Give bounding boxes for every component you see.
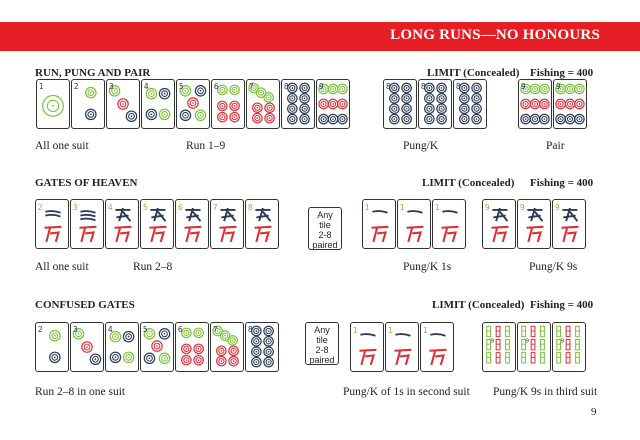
any-tile-text: tile [319, 220, 331, 230]
dot-icon [228, 336, 237, 345]
dot-icon [530, 114, 539, 123]
dot-icon [565, 99, 574, 108]
tile-dots-4 [141, 79, 175, 129]
dot-icon [540, 84, 549, 93]
svg-text:5: 5 [142, 202, 148, 212]
dot-icon [460, 104, 469, 113]
tile-dots-8 [453, 79, 487, 129]
tile-face-icon [141, 200, 173, 248]
dot-icon [264, 347, 273, 356]
any-tile-text: paired [309, 355, 335, 365]
svg-text:1: 1 [352, 325, 358, 335]
tile-dots-5 [176, 79, 210, 129]
tile-dots-1 [36, 79, 70, 129]
caption: All one suit [35, 261, 89, 273]
dot-icon [252, 347, 261, 356]
dot-icon [264, 337, 273, 346]
dot-icon [230, 101, 239, 110]
svg-text:1: 1 [387, 325, 393, 335]
svg-text:9: 9 [519, 202, 525, 212]
dot-icon [86, 88, 96, 98]
tile-face-icon [36, 323, 68, 371]
dot-icon [218, 101, 227, 110]
dot-icon [565, 84, 574, 93]
tile-face-icon [141, 323, 173, 371]
tile-chars-6 [175, 199, 209, 249]
tile-face-icon [72, 80, 104, 128]
dot-icon [159, 109, 169, 119]
tile-dots-2 [35, 322, 69, 372]
dot-icon [50, 352, 60, 362]
svg-text:9: 9 [484, 202, 490, 212]
tile-row [482, 199, 586, 249]
dot-icon [338, 99, 347, 108]
svg-text:1: 1 [38, 81, 44, 91]
dot-icon [437, 94, 446, 103]
tile-chars-9 [552, 199, 586, 249]
dot-icon [540, 114, 549, 123]
svg-text:9: 9 [490, 338, 495, 345]
svg-text:8: 8 [420, 81, 426, 91]
dot-icon [123, 331, 133, 341]
tile-face-icon [107, 80, 139, 128]
tile-face-icon [176, 323, 208, 371]
tile-chars-8 [245, 199, 279, 249]
tile-bamboo-9 [552, 322, 586, 372]
tile-face-icon [177, 80, 209, 128]
tile-chars-1 [350, 322, 384, 372]
dot-icon [390, 104, 399, 113]
dot-icon [402, 83, 411, 92]
any-tile-text: Any [317, 210, 333, 220]
tile-face-icon [483, 200, 515, 248]
tile-face-icon [363, 200, 395, 248]
tile-dots-2 [71, 79, 105, 129]
dot-icon [288, 94, 297, 103]
tile-chars-1 [397, 199, 431, 249]
svg-text:5: 5 [142, 324, 148, 334]
dot-icon [319, 99, 328, 108]
tile-face-icon [454, 80, 486, 128]
tile-dots-7 [246, 79, 280, 129]
section-title: RUN, PUNG AND PAIR [35, 67, 151, 79]
dot-icon [229, 346, 238, 355]
dot-icon [50, 331, 60, 341]
svg-text:7: 7 [212, 202, 218, 212]
dot-icon [86, 109, 96, 119]
dot-icon [152, 341, 162, 351]
tile-face-icon [37, 80, 69, 128]
dot-icon [253, 113, 262, 122]
limit-label: LIMIT (Concealed) [422, 177, 515, 189]
caption: Pung/K 1s [403, 261, 452, 273]
svg-text:2: 2 [73, 81, 79, 91]
tile-face-icon [142, 80, 174, 128]
dot-icon [43, 96, 64, 117]
dot-icon [126, 111, 136, 121]
fishing-label: Fishing = 400 [530, 299, 594, 311]
svg-text:8: 8 [455, 81, 461, 91]
tile-chars-1 [420, 322, 454, 372]
tile-face-icon [317, 80, 349, 128]
dot-icon [521, 99, 530, 108]
dot-icon [180, 110, 190, 120]
tile-face-icon [386, 323, 418, 371]
dot-icon [264, 357, 273, 366]
tile-face-icon [211, 200, 243, 248]
dot-icon [472, 104, 481, 113]
tile-dots-9 [553, 79, 587, 129]
dot-icon [182, 344, 191, 353]
any-tile-text: tile [316, 335, 328, 345]
any-tile-text: Any [314, 325, 330, 335]
dot-icon [229, 356, 238, 365]
dot-icon [402, 104, 411, 113]
tile-face-icon [421, 323, 453, 371]
fishing-label: Fishing = 400 [530, 177, 594, 189]
tile-face-icon [212, 80, 244, 128]
tile-face-icon [419, 80, 451, 128]
tile-dots-8 [281, 79, 315, 129]
svg-text:7: 7 [248, 81, 254, 91]
svg-text:1: 1 [434, 202, 440, 212]
any-tile-text: 2-8 [318, 230, 332, 240]
tile-chars-5 [140, 199, 174, 249]
dot-icon [328, 84, 337, 93]
tile-face-icon [106, 323, 138, 371]
dot-icon [253, 103, 262, 112]
tile-row [518, 79, 587, 129]
tile-face-icon [351, 323, 383, 371]
dot-icon [300, 94, 309, 103]
fishing-label: Fishing = 400 [530, 67, 594, 79]
svg-text:7: 7 [212, 324, 218, 334]
dot-icon [252, 326, 261, 335]
section-title: GATES OF HEAVEN [35, 177, 138, 189]
dot-icon [425, 83, 434, 92]
dot-icon [82, 342, 92, 352]
tile-bamboo-9 [482, 322, 516, 372]
dot-icon [530, 84, 539, 93]
tile-face-icon [247, 80, 279, 128]
svg-text:8: 8 [385, 81, 391, 91]
tile-dots-7 [210, 322, 244, 372]
caption: Pung/K [403, 140, 439, 152]
dot-icon [575, 99, 584, 108]
dot-icon [159, 353, 169, 363]
svg-text:9: 9 [525, 338, 530, 345]
dot-icon [159, 329, 169, 339]
tile-chars-7 [210, 199, 244, 249]
tile-chars-9 [482, 199, 516, 249]
header-banner [0, 22, 640, 51]
svg-text:3: 3 [72, 324, 78, 334]
dot-icon [182, 328, 191, 337]
tile-face-icon [554, 80, 586, 128]
tile-face-icon [518, 323, 550, 371]
dot-icon [144, 353, 154, 363]
dot-icon [252, 337, 261, 346]
svg-text:5: 5 [178, 81, 184, 91]
dot-icon [575, 114, 584, 123]
svg-text:9: 9 [560, 338, 565, 345]
dot-icon [218, 112, 227, 121]
dot-icon [265, 103, 274, 112]
svg-text:4: 4 [143, 81, 149, 91]
tile-row [350, 322, 454, 372]
tile-chars-9 [517, 199, 551, 249]
tile-chars-1 [432, 199, 466, 249]
section-title: CONFUSED GATES [35, 299, 135, 311]
dot-icon [300, 83, 309, 92]
tile-chars-1 [362, 199, 396, 249]
dot-icon [328, 114, 337, 123]
tile-dots-3 [70, 322, 104, 372]
tile-dots-8 [383, 79, 417, 129]
tile-row [383, 79, 487, 129]
svg-text:8: 8 [247, 324, 253, 334]
dot-icon [575, 84, 584, 93]
dot-icon [437, 83, 446, 92]
tile-face-icon [518, 200, 550, 248]
tile-chars-2 [35, 199, 69, 249]
tile-dots-5 [140, 322, 174, 372]
tile-face-icon [519, 80, 551, 128]
tile-face-icon [282, 80, 314, 128]
caption: Pair [546, 140, 565, 152]
svg-text:6: 6 [177, 202, 183, 212]
dot-icon [188, 98, 198, 108]
caption: Run 2–8 in one suit [35, 386, 126, 398]
dot-icon [195, 86, 205, 96]
tile-face-icon [176, 200, 208, 248]
svg-text:9: 9 [554, 202, 560, 212]
dot-icon [460, 114, 469, 123]
dot-icon [390, 83, 399, 92]
tile-dots-3 [106, 79, 140, 129]
caption: All one suit [35, 140, 89, 152]
dot-icon [540, 99, 549, 108]
tile-face-icon [246, 200, 278, 248]
svg-text:8: 8 [247, 202, 253, 212]
any-tile-box [305, 322, 339, 365]
page-title: LONG RUNS—NO HONOURS [390, 27, 600, 43]
tile-face-icon [36, 200, 68, 248]
dot-icon [182, 355, 191, 364]
svg-text:6: 6 [177, 324, 183, 334]
dot-icon [265, 113, 274, 122]
dot-icon [194, 328, 203, 337]
dot-icon [264, 93, 273, 102]
tile-dots-9 [316, 79, 350, 129]
dot-icon [390, 94, 399, 103]
dot-icon [264, 326, 273, 335]
svg-text:1: 1 [422, 325, 428, 335]
svg-text:4: 4 [107, 324, 113, 334]
tile-chars-3 [70, 199, 104, 249]
caption: Pung/K of 1s in second suit [343, 386, 470, 398]
tile-chars-1 [385, 322, 419, 372]
dot-icon [288, 114, 297, 123]
dot-icon [110, 352, 120, 362]
svg-text:9: 9 [520, 81, 526, 91]
tile-dots-4 [105, 322, 139, 372]
dot-icon [338, 84, 347, 93]
tile-face-icon [553, 323, 585, 371]
dot-icon [425, 114, 434, 123]
tile-face-icon [211, 323, 243, 371]
tile-row [362, 199, 466, 249]
tile-face-icon [71, 200, 103, 248]
tile-face-icon [106, 200, 138, 248]
tile-row [36, 79, 350, 129]
any-tile-text: paired [312, 240, 338, 250]
dot-icon [319, 114, 328, 123]
dot-icon [194, 344, 203, 353]
tile-row [35, 322, 279, 372]
limit-label: LIMIT (Concealed) [427, 67, 520, 79]
dot-icon [402, 114, 411, 123]
dot-icon [90, 354, 100, 364]
dot-icon [218, 85, 227, 94]
caption: Pung/K 9s [529, 261, 578, 273]
dot-icon [194, 355, 203, 364]
dot-icon [230, 112, 239, 121]
dot-icon [195, 110, 205, 120]
dot-icon [556, 99, 565, 108]
dot-icon [118, 99, 128, 109]
dot-icon [252, 357, 261, 366]
tile-dots-6 [175, 322, 209, 372]
dot-icon [530, 99, 539, 108]
any-tile-box [308, 207, 342, 250]
any-tile-text: 2-8 [315, 345, 329, 355]
dot-icon [300, 104, 309, 113]
limit-label: LIMIT (Concealed) [432, 299, 525, 311]
page-number: 9 [591, 406, 597, 418]
dot-icon [472, 114, 481, 123]
dot-icon [472, 94, 481, 103]
svg-text:8: 8 [283, 81, 289, 91]
tile-face-icon [553, 200, 585, 248]
dot-icon [217, 346, 226, 355]
dot-icon [556, 114, 565, 123]
tile-dots-6 [211, 79, 245, 129]
dot-icon [425, 94, 434, 103]
svg-text:9: 9 [318, 81, 324, 91]
tile-face-icon [246, 323, 278, 371]
dot-icon [437, 104, 446, 113]
dot-icon [123, 352, 133, 362]
dot-icon [390, 114, 399, 123]
tile-dots-8 [245, 322, 279, 372]
svg-text:9: 9 [555, 81, 561, 91]
dot-icon [288, 104, 297, 113]
tile-face-icon [398, 200, 430, 248]
dot-icon [288, 83, 297, 92]
dot-icon [300, 114, 309, 123]
tile-face-icon [384, 80, 416, 128]
dot-icon [425, 104, 434, 113]
svg-text:1: 1 [364, 202, 370, 212]
svg-text:1: 1 [399, 202, 405, 212]
dot-icon [338, 114, 347, 123]
tile-row [482, 322, 586, 372]
tile-face-icon [71, 323, 103, 371]
dot-icon [402, 94, 411, 103]
dot-icon [159, 88, 169, 98]
dot-icon [472, 83, 481, 92]
dot-icon [328, 99, 337, 108]
dot-icon [460, 83, 469, 92]
tile-face-icon [483, 323, 515, 371]
caption: Run 2–8 [133, 261, 173, 273]
svg-text:6: 6 [213, 81, 219, 91]
svg-text:2: 2 [37, 324, 43, 334]
caption: Pung/K 9s in third suit [493, 386, 598, 398]
dot-icon [565, 114, 574, 123]
tile-row [35, 199, 279, 249]
svg-text:3: 3 [72, 202, 78, 212]
tile-face-icon [433, 200, 465, 248]
dot-icon [230, 85, 239, 94]
dot-icon [217, 356, 226, 365]
dot-icon [521, 114, 530, 123]
caption: Run 1–9 [186, 140, 226, 152]
tile-bamboo-9 [517, 322, 551, 372]
tile-dots-9 [518, 79, 552, 129]
dot-icon [146, 109, 156, 119]
svg-text:3: 3 [108, 81, 114, 91]
tile-dots-8 [418, 79, 452, 129]
tile-chars-4 [105, 199, 139, 249]
svg-text:4: 4 [107, 202, 113, 212]
svg-text:2: 2 [37, 202, 43, 212]
dot-icon [437, 114, 446, 123]
dot-icon [460, 94, 469, 103]
